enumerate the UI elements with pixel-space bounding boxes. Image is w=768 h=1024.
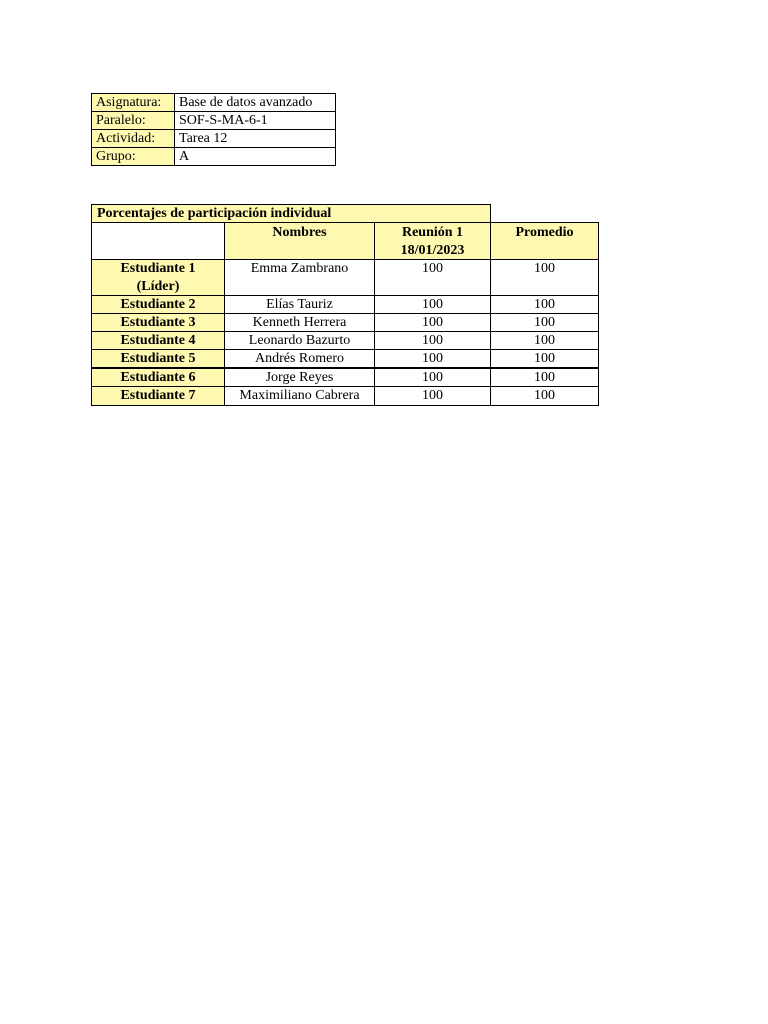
student-label: Estudiante 4	[91, 331, 225, 350]
student-label-line2: (Líder)	[136, 279, 180, 294]
header-names: Nombres	[224, 222, 375, 260]
student-name: Elías Tauriz	[224, 295, 375, 314]
header-meeting-line2: 18/01/2023	[400, 243, 465, 258]
average-value: 100	[490, 331, 599, 350]
info-label: Paralelo:	[92, 112, 175, 130]
student-name: Emma Zambrano	[224, 259, 375, 296]
student-label-line1: Estudiante 1	[120, 261, 196, 276]
meeting-value: 100	[374, 331, 491, 350]
student-label: Estudiante 7	[91, 386, 225, 406]
average-value: 100	[490, 295, 599, 314]
info-row-actividad	[92, 130, 336, 148]
meeting-value: 100	[374, 259, 491, 296]
average-value: 100	[490, 368, 599, 387]
info-value: SOF-S-MA-6-1	[175, 112, 336, 130]
info-value: A	[175, 148, 336, 166]
info-value: Tarea 12	[175, 130, 336, 148]
header-meeting-line1: Reunión 1	[401, 225, 464, 240]
participation-table	[91, 204, 599, 406]
average-value: 100	[490, 349, 599, 368]
average-value: 100	[490, 259, 599, 296]
student-label: Estudiante 3	[91, 313, 225, 332]
info-row-asignatura	[92, 94, 336, 112]
student-label: Estudiante 5	[91, 349, 225, 368]
student-name: Andrés Romero	[224, 349, 375, 368]
info-table	[91, 93, 336, 166]
header-meeting	[374, 222, 491, 260]
student-name: Maximiliano Cabrera	[224, 386, 375, 406]
meeting-value: 100	[374, 349, 491, 368]
student-name: Jorge Reyes	[224, 368, 375, 387]
info-row-paralelo	[92, 112, 336, 130]
info-value: Base de datos avanzado	[175, 94, 336, 112]
participation-title: Porcentajes de participación individual	[91, 204, 491, 223]
info-label: Asignatura:	[92, 94, 175, 112]
info-label: Grupo:	[92, 148, 175, 166]
meeting-value: 100	[374, 386, 491, 406]
student-label: Estudiante 6	[91, 368, 225, 387]
student-label-cell	[91, 259, 225, 296]
meeting-value: 100	[374, 295, 491, 314]
info-row-grupo	[92, 148, 336, 166]
meeting-value: 100	[374, 313, 491, 332]
info-label: Actividad:	[92, 130, 175, 148]
meeting-value: 100	[374, 368, 491, 387]
header-average: Promedio	[490, 222, 599, 260]
header-empty-cell	[91, 222, 225, 260]
average-value: 100	[490, 313, 599, 332]
average-value: 100	[490, 386, 599, 406]
student-name: Leonardo Bazurto	[224, 331, 375, 350]
student-name: Kenneth Herrera	[224, 313, 375, 332]
student-label: Estudiante 2	[91, 295, 225, 314]
